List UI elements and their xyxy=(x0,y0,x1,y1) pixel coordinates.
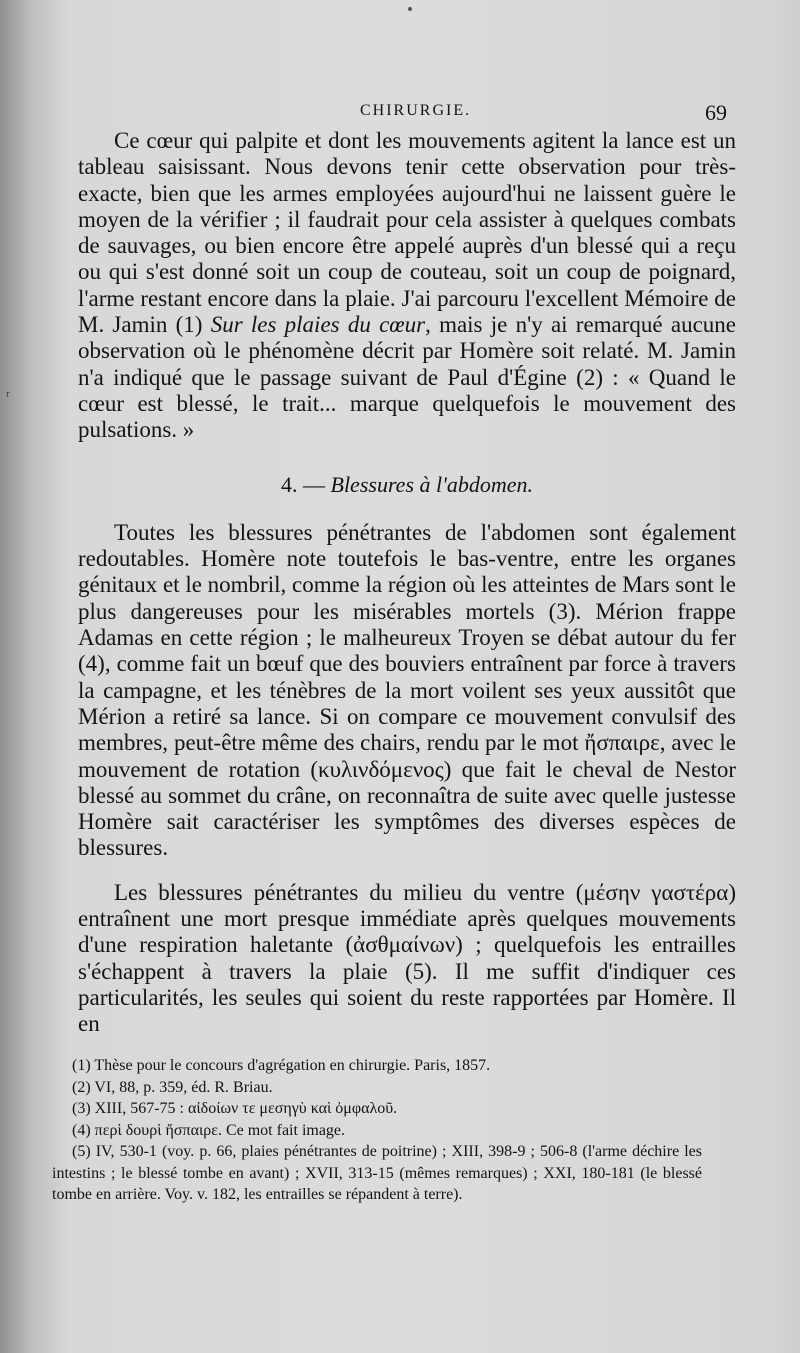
ink-speck xyxy=(408,7,412,11)
paragraph-1-continuation: , mais je n'y ai remarqué aucune observation où le phénomène décrit par Homère soit relaté. M. Jamin n'a indiqué que le passage suivant de Paul d'Égine (2) : « Quand le cœur est blessé, le trait... marque quelquefois le mouvement des pulsations. » xyxy=(78,312,736,443)
footnotes xyxy=(52,1055,702,1206)
footnote-5: (5) IV, 530-1 (voy. p. 66, plaies pénétrantes de poitrine) ; XIII, 398-9 ; 506-8 (l'arme déchire les intestins ; le blessé tombe en avant) ; XVII, 313-15 (mêmes remarques) ; XXI, 180-181 (le blessé tombe en arrière. Voy. v. 182, les entrailles se répandent à terre). xyxy=(52,1143,702,1203)
paragraph-1-text: Ce cœur qui palpite et dont les mouvements agitent la lance est un tableau saisissant. Nous devons tenir cette observation pour très-exacte, bien que les armes employées aujourd'hui ne laissent guère le moyen de la vérifier ; il faudrait pour cela assister à quelques combats de sauvages, ou bien encore être appelé auprès d'un blessé qui a reçu ou qui s'est donné soit un coup de couteau, soit un coup de poignard, l'arme restant encore dans la plaie. J'ai parcouru l'excellent Mémoire de M. Jamin (1) xyxy=(78,128,736,338)
footnote-1: (1) Thèse pour le concours d'agrégation en chirurgie. Paris, 1857. xyxy=(72,1057,491,1074)
paragraph-2: Toutes les blessures pénétrantes de l'abdomen sont également redoutables. Homère note toutefois le bas-ventre, entre les organes génitaux et le nombril, comme la région où les atteintes de Mars sont le plus dangereuses pour les misérables mortels (3). Mérion frappe Adamas en cette région ; le malheureux Troyen se débat autour du fer (4), comme fait un bœuf que des bouviers entraînent par force à travers la campagne, et les ténèbres de la mort voilent ses yeux aussitôt que Mérion a retiré sa lance. Si on compare ce mouvement convulsif des membres, peut-être même des chairs, rendu par le mot ἤσπαιρε, avec le mouvement de rotation (κυλινδόμενος) que fait le cheval de Nestor blessé au sommet du crâne, on reconnaîtra de suite avec quelle justesse Homère sait caractériser les symptômes des diverses espèces de blessures. xyxy=(78,519,736,861)
footnote-3: (3) XIII, 567-75 : αἰδοίων τε μεσηγὺ καὶ ὀμφαλοῦ. xyxy=(72,1100,398,1117)
body-text xyxy=(78,128,736,1038)
running-title: CHIRURGIE. xyxy=(360,102,472,119)
margin-mark: ʳ xyxy=(6,388,10,405)
footnote-2: (2) VI, 88, p. 359, éd. R. Briau. xyxy=(72,1078,273,1096)
paragraph-3: Les blessures pénétrantes du milieu du ventre (μέσην γαστέρα) entraînent une mort presque immédiate après quelques mouvements d'une respiration haletante (ἀσθμαίνων) ; quelquefois les entrailles s'échappent à travers la plaie (5). Il me suffit d'indiquer ces particularités, les seules qui soient du reste rapportées par Homère. Il en xyxy=(78,879,736,1037)
footnote-4: (4) περὶ δουρὶ ἤσπαιρε. Ce mot fait image. xyxy=(72,1121,346,1139)
section-heading xyxy=(78,472,736,498)
section-title: Blessures à l'abdomen. xyxy=(330,471,533,497)
page-header xyxy=(0,100,800,130)
paragraph-1 xyxy=(78,128,736,444)
page-number: 69 xyxy=(705,100,727,125)
memoir-title: Sur les plaies du cœur xyxy=(210,312,426,338)
section-number: 4. — xyxy=(281,471,325,497)
